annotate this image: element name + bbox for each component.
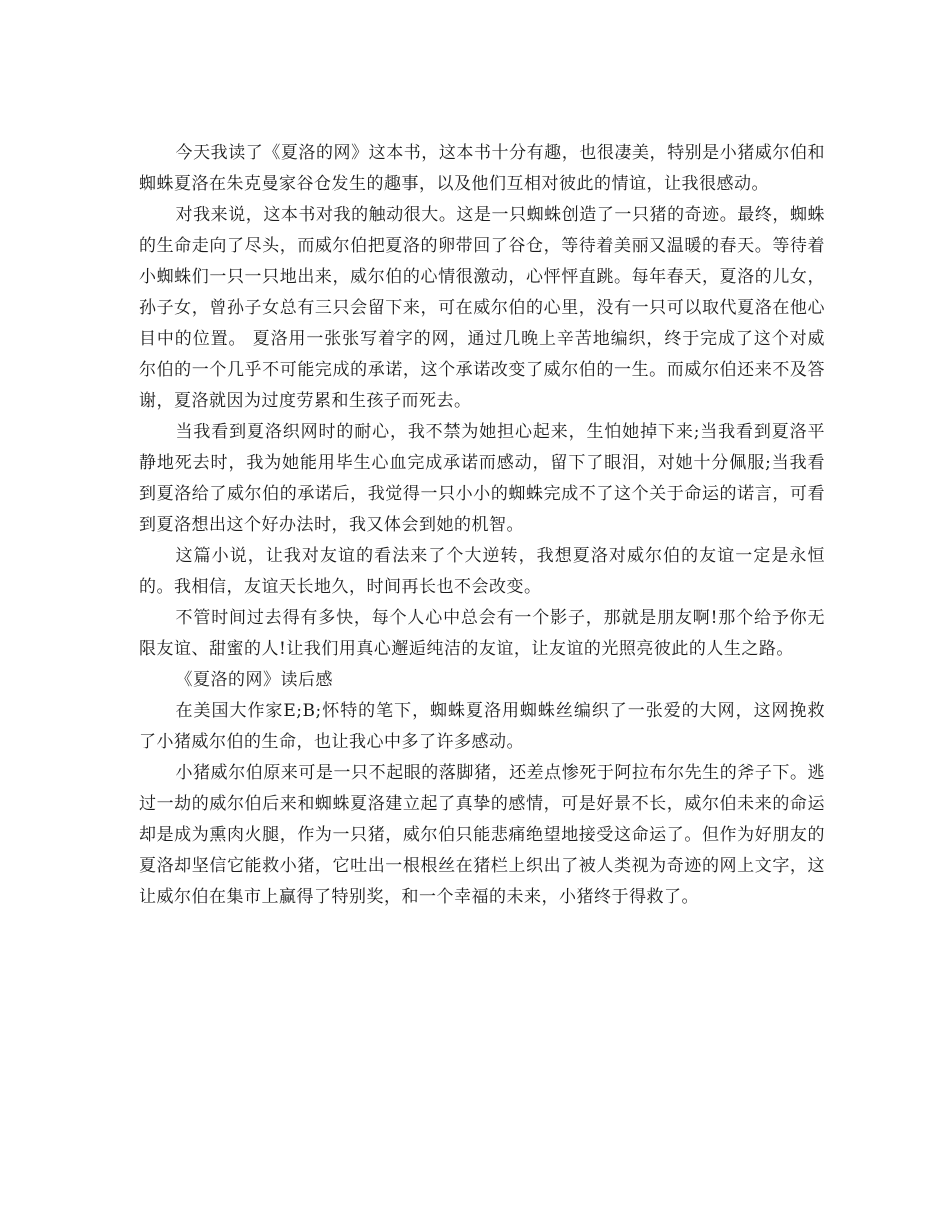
- paragraph-2: 对我来说，这本书对我的触动很大。这是一只蜘蛛创造了一只猪的奇迹。最终，蜘蛛的生命走向了尽头，而威尔伯把夏洛的卵带回了谷仓，等待着美丽又温暖的春天。等待着小蜘蛛们一只一只地出来，威尔伯的心情很激动，心怦怦直跳。每年春天，夏洛的儿女，孙子女，曾孙子女总有三只会留下来，可在威尔伯的心里，没有一只可以取代夏洛在他心目中的位置。 夏洛用一张张写着字的网，通过几晚上辛苦地编织，终于完成了这个对威尔伯的一个几乎不可能完成的承诺，这个承诺改变了威尔伯的一生。而威尔伯还来不及答谢，夏洛就因为过度劳累和生孩子而死去。: [139, 205, 825, 411]
- paragraph-5: 不管时间过去得有多快，每个人心中总会有一个影子，那就是朋友啊!那个给予你无限友谊、甜蜜的人!让我们用真心邂逅纯洁的友谊，让友谊的光照亮彼此的人生之路。: [139, 608, 825, 659]
- paragraph-4: 这篇小说，让我对友谊的看法来了个大逆转，我想夏洛对威尔伯的友谊一定是永恒的。我相信，友谊天长地久，时间再长也不会改变。: [139, 546, 825, 597]
- paragraph-6: 在美国大作家E;B;怀特的笔下，蜘蛛夏洛用蜘蛛丝编织了一张爱的大网，这网挽救了小猪威尔伯的生命，也让我心中多了许多感动。: [139, 701, 825, 752]
- paragraph-7: 小猪威尔伯原来可是一只不起眼的落脚猪，还差点惨死于阿拉布尔先生的斧子下。逃过一劫的威尔伯后来和蜘蛛夏洛建立起了真挚的感情，可是好景不长，威尔伯未来的命运却是成为熏肉火腿，作为一只猪，威尔伯只能悲痛绝望地接受这命运了。但作为好朋友的夏洛却坚信它能救小猪，它吐出一根根丝在猪栏上织出了被人类视为奇迹的网上文字，这让威尔伯在集市上赢得了特别奖，和一个幸福的未来，小猪终于得救了。: [139, 763, 825, 907]
- paragraph-1: 今天我读了《夏洛的网》这本书，这本书十分有趣，也很凄美，特别是小猪威尔伯和蜘蛛夏洛在朱克曼家谷仓发生的趣事，以及他们互相对彼此的情谊，让我很感动。: [139, 143, 825, 194]
- section-heading: 《夏洛的网》读后感: [175, 670, 334, 690]
- document-body: [139, 138, 825, 913]
- paragraph-3: 当我看到夏洛织网时的耐心，我不禁为她担心起来，生怕她掉下来;当我看到夏洛平静地死去时，我为她能用毕生心血完成承诺而感动，留下了眼泪，对她十分佩服;当我看到夏洛给了威尔伯的承诺后，我觉得一只小小的蜘蛛完成不了这个关于命运的诺言，可看到夏洛想出这个好办法时，我又体会到她的机智。: [139, 422, 825, 535]
